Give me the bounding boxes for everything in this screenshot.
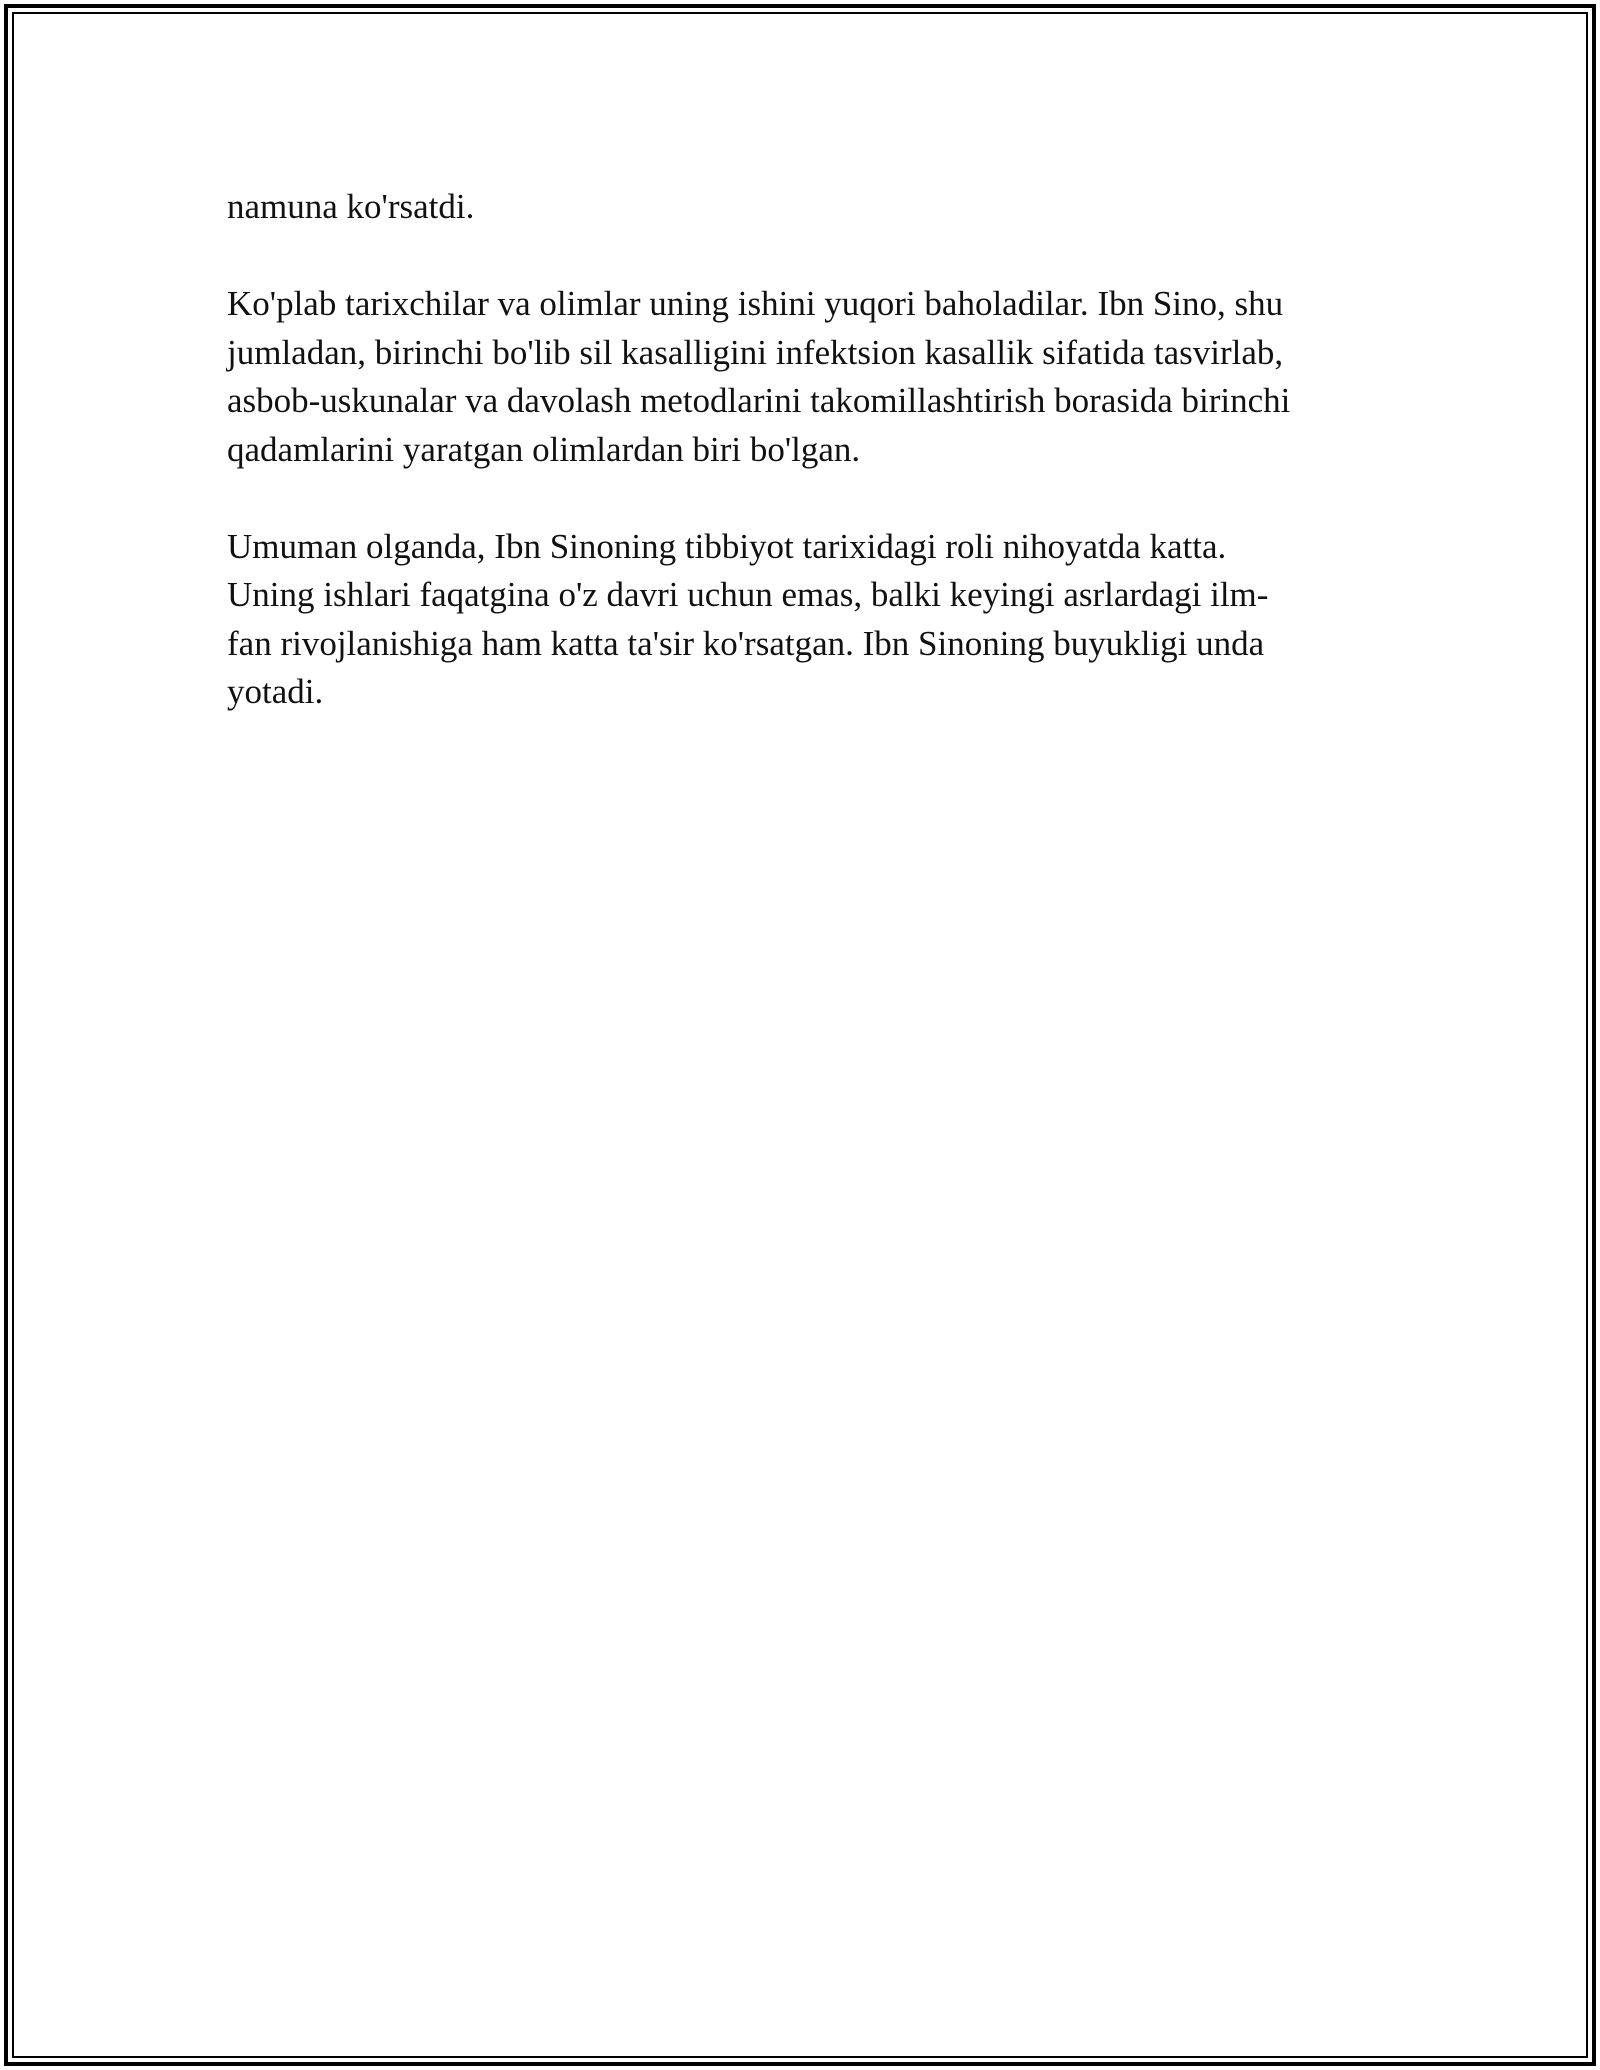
document-body — [227, 183, 1377, 765]
paragraph-2: Ko'plab tarixchilar va olimlar uning ishini yuqori baholadilar. Ibn Sino, shu jumladan, birinchi bo'lib sil kasalligini infektsion kasallik sifatida tasvirlab, asbob-uskunalar va davolash metodlarini takomillashtirish borasida birinchi qadamlarini yaratgan olimlardan biri bo'lgan. — [227, 284, 1291, 469]
paragraph-3: Umuman olganda, Ibn Sinoning tibbiyot tarixidagi roli nihoyatda katta. Uning ishlari faqatgina o'z davri uchun emas, balki keyingi asrlardagi ilm- fan rivojlanishiga ham katta ta'sir ko'rsatgan. Ibn Sinoning buyukligi unda yotadi. — [227, 526, 1269, 711]
paragraph-1: namuna ko'rsatdi. — [227, 187, 475, 226]
